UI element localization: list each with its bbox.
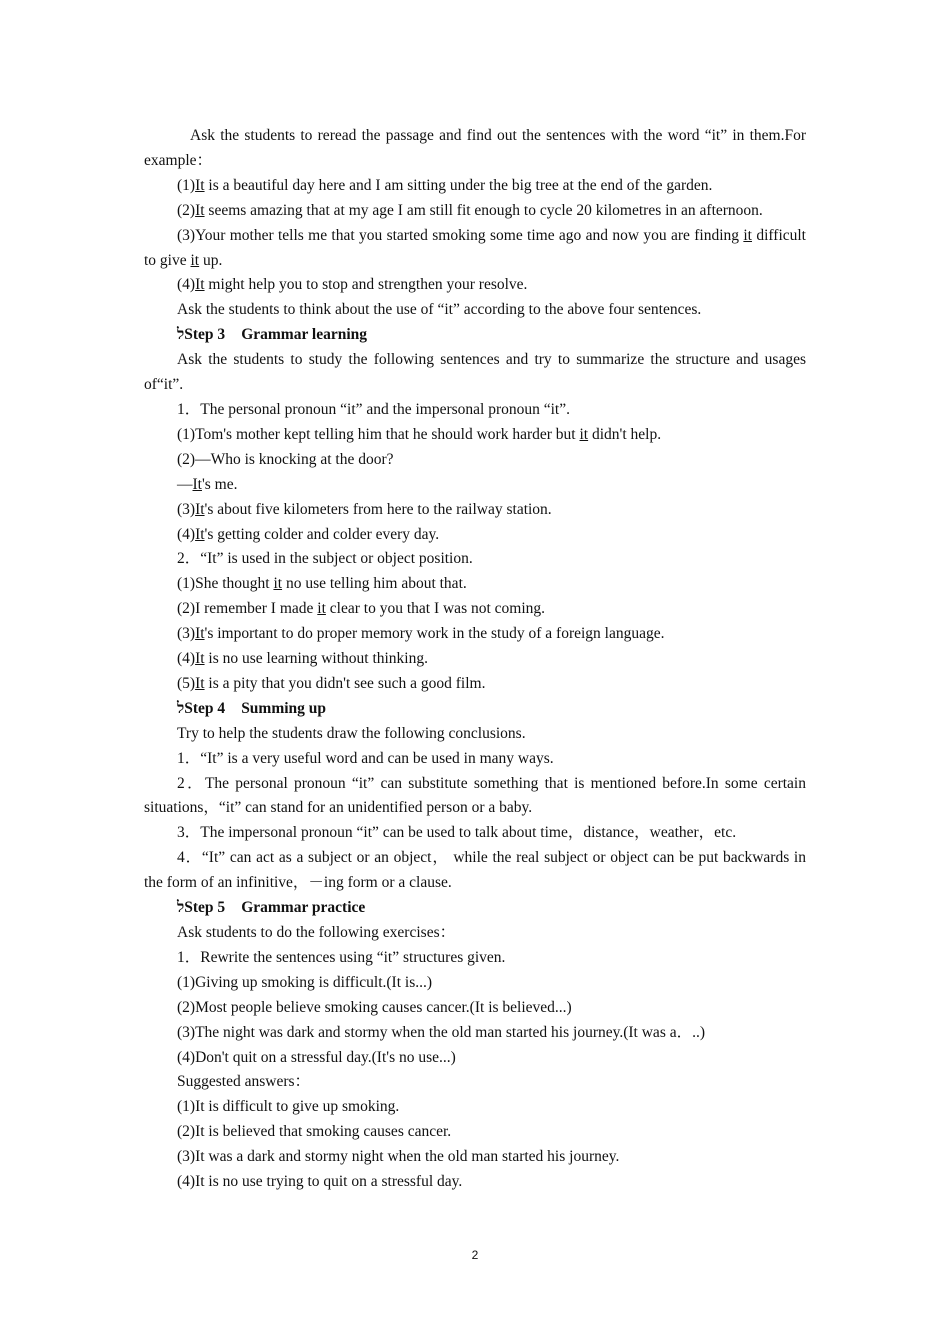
- underlined-it: It: [195, 201, 205, 219]
- underlined-it: it: [273, 575, 283, 593]
- sentence-2-reply: [144, 473, 806, 498]
- sentence-3: [144, 498, 806, 523]
- step-3-instruction: Ask the students to study the following sentences and try to summarize the structure and usages of“it”.: [144, 351, 806, 394]
- example-text: seems amazing that at my age I am still fit enough to cycle 20 kilometres in an afternoon.: [204, 201, 763, 219]
- underlined-it: It: [195, 525, 205, 543]
- sentence-text: is a pity that you didn't see such a good film.: [204, 674, 486, 692]
- exercise-3: (3)The night was dark and stormy when the old man started his journey.(It was a．..): [177, 1023, 706, 1041]
- example-1: [144, 174, 806, 199]
- step-5-heading: [144, 896, 806, 921]
- conclusion-1: 1．“It” is a very useful word and can be used in many ways.: [177, 749, 554, 767]
- underlined-it: It: [195, 625, 205, 643]
- underlined-it: It: [195, 674, 205, 692]
- document-body: [144, 124, 806, 1195]
- sentence-text: clear to you that I was not coming.: [325, 600, 546, 618]
- step-title: Grammar practice: [241, 899, 366, 917]
- page-number: 2: [471, 1248, 479, 1262]
- sentence-text: no use telling him about that.: [282, 575, 467, 593]
- answer-3: (3)It was a dark and stormy night when the old man started his journey.: [177, 1148, 620, 1166]
- example-text: (2): [177, 201, 196, 219]
- sentence-text: (5): [177, 674, 196, 692]
- step-5-instruction: Ask students to do the following exercises：: [177, 924, 456, 941]
- sentence-text: 's getting colder and colder every day.: [204, 525, 440, 543]
- step-mark: ל: [177, 899, 185, 917]
- step-title: Summing up: [241, 699, 327, 717]
- example-text: difficult to give: [144, 226, 806, 269]
- example-text: (3)Your mother tells me that you started smoking some time ago and now you are finding: [177, 226, 744, 244]
- conclusion-3: 3．The impersonal pronoun “it” can be used to talk about time，distance，weather，etc.: [177, 824, 737, 842]
- step-label: Step 3: [184, 326, 226, 344]
- underlined-it: It: [192, 475, 202, 493]
- sentence-text: didn't help.: [588, 425, 662, 443]
- position-sentence-4: [144, 647, 806, 672]
- sentence-text: (1)She thought: [177, 575, 274, 593]
- underlined-it: it: [190, 251, 200, 269]
- step-title: Grammar learning: [241, 326, 368, 344]
- example-text: might help you to stop and strengthen your resolve.: [204, 276, 528, 294]
- answer-1: (1)It is difficult to give up smoking.: [177, 1098, 400, 1116]
- step-label: Step 4: [184, 699, 226, 717]
- exercise-2: (2)Most people believe smoking causes cancer.(It is believed...): [177, 998, 572, 1016]
- sentence-text: 's important to do proper memory work in the study of a foreign language.: [204, 625, 665, 643]
- sentence-text: (2)I remember I made: [177, 600, 318, 618]
- conclusion-4: 4．“It” can act as a subject or an object， while the real subject or object can be put backwards in the form of an infinitive，－ing form or a clause.: [144, 849, 806, 892]
- sentence-text: (3): [177, 500, 196, 518]
- underlined-it: it: [317, 600, 326, 618]
- underlined-it: It: [195, 176, 205, 194]
- step-4-instruction: Try to help the students draw the following conclusions.: [177, 724, 526, 742]
- example-text: up.: [199, 251, 223, 269]
- point-2: 2．“It” is used in the subject or object position.: [177, 550, 473, 568]
- sentence-text: (4): [177, 650, 196, 668]
- sentence-1: [144, 423, 806, 448]
- underlined-it: it: [579, 425, 589, 443]
- answer-4: (4)It is no use trying to quit on a stressful day.: [177, 1173, 463, 1191]
- sentence-text: —: [177, 475, 193, 493]
- sentence-text: is no use learning without thinking.: [204, 650, 428, 668]
- step-mark: ל: [177, 326, 185, 344]
- answers-label: Suggested answers：: [177, 1073, 311, 1091]
- example-text: (4): [177, 276, 196, 294]
- position-sentence-2: [144, 597, 806, 622]
- sentence-4: [144, 523, 806, 548]
- step-label: Step 5: [184, 899, 226, 917]
- position-sentence-5: [144, 672, 806, 697]
- sentence-text: 's me.: [201, 475, 238, 493]
- answer-2: (2)It is believed that smoking causes cancer.: [177, 1123, 452, 1141]
- sentence-2: (2)—Who is knocking at the door?: [177, 450, 394, 468]
- example-2: [144, 199, 806, 224]
- example-4: [144, 273, 806, 298]
- sentence-text: (1)Tom's mother kept telling him that he should work harder but: [177, 425, 580, 443]
- step-mark: ל: [177, 699, 185, 717]
- underlined-it: It: [195, 276, 205, 294]
- sentence-text: (3): [177, 625, 196, 643]
- example-3: [144, 224, 806, 274]
- example-text: (1): [177, 176, 196, 194]
- step-4-heading: [144, 697, 806, 722]
- think-instruction: Ask the students to think about the use of “it” according to the above four sentences.: [177, 301, 702, 319]
- sentence-text: (4): [177, 525, 196, 543]
- underlined-it: It: [195, 500, 205, 518]
- rewrite-task: 1．Rewrite the sentences using “it” structures given.: [177, 948, 506, 966]
- underlined-it: It: [195, 650, 205, 668]
- conclusion-2: 2．The personal pronoun “it” can substitute something that is mentioned before.In some certain situations，“it” can stand for an unidentified person or a baby.: [144, 774, 806, 817]
- example-text: is a beautiful day here and I am sitting under the big tree at the end of the garden.: [204, 176, 713, 194]
- underlined-it: it: [743, 226, 752, 244]
- exercise-1: (1)Giving up smoking is difficult.(It is...): [177, 973, 433, 991]
- position-sentence-1: [144, 572, 806, 597]
- sentence-text: 's about five kilometers from here to the railway station.: [204, 500, 552, 518]
- exercise-4: (4)Don't quit on a stressful day.(It's no use...): [177, 1048, 456, 1066]
- intro-paragraph: Ask the students to reread the passage and find out the sentences with the word “it” in them.For example：: [144, 127, 806, 169]
- point-1: 1．The personal pronoun “it” and the impersonal pronoun “it”.: [177, 400, 570, 418]
- step-3-heading: [144, 323, 806, 348]
- position-sentence-3: [144, 622, 806, 647]
